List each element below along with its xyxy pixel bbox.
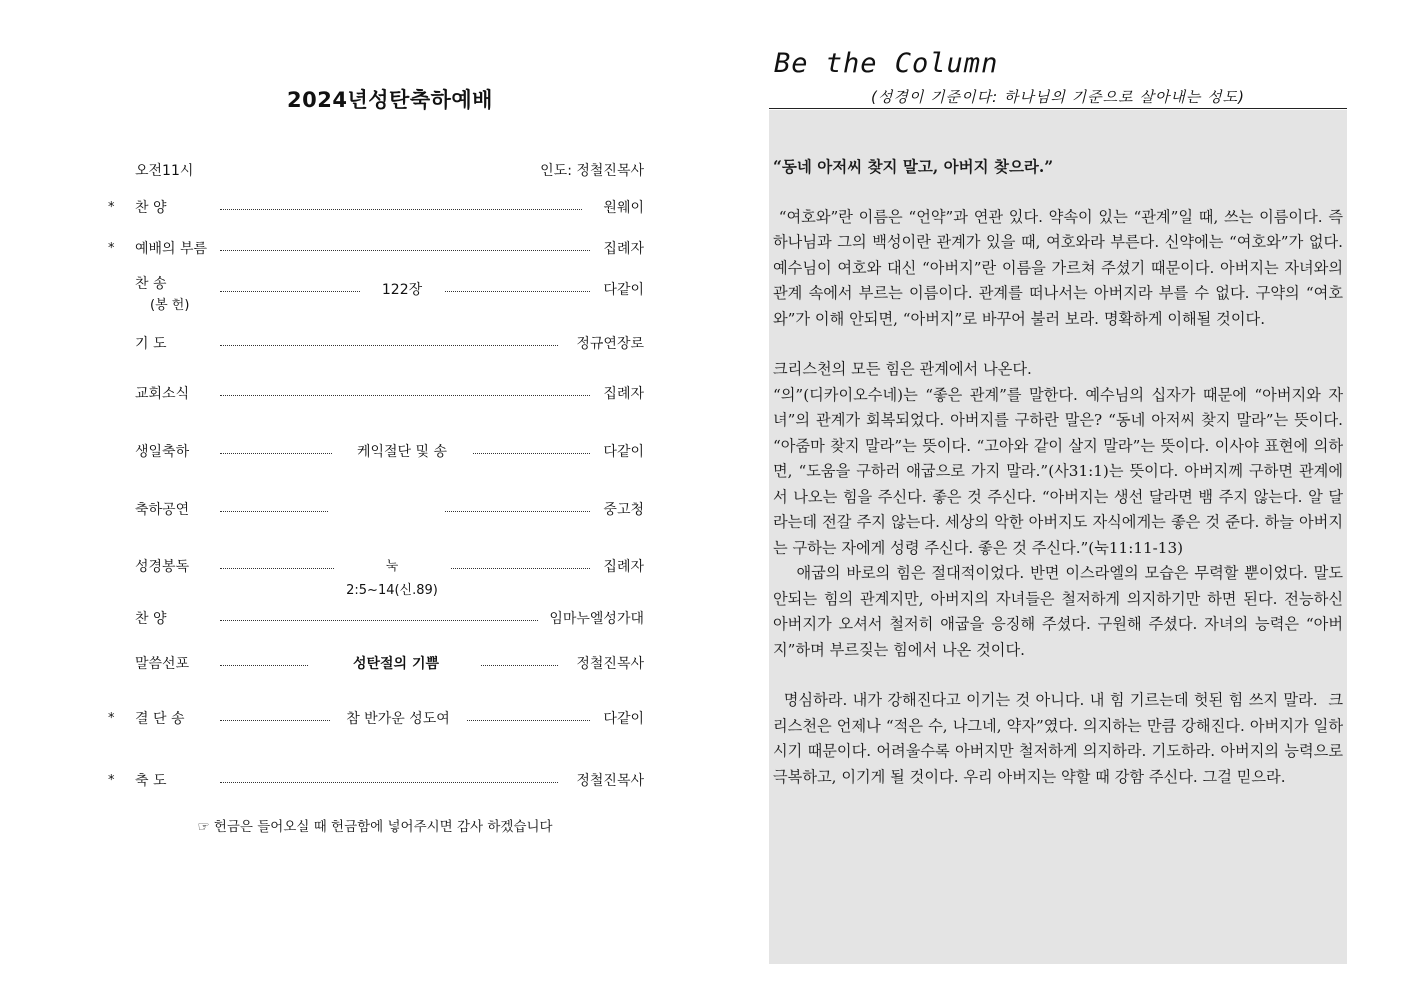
column-subtitle: (성경이 기준이다: 하나님의 기준으로 살아내는 성도) [871,88,1245,106]
order-item-detail: 눅2:5~14(신.89) [334,555,450,603]
standing-mark: * [108,200,115,215]
order-item-label: 말씀선포 [135,656,190,672]
column-title: Be the Column [774,48,999,79]
leader-dots [220,511,328,512]
leader-dots [220,395,590,396]
order-item-who: 다같이 [603,444,644,460]
standing-mark: * [108,241,115,256]
order-item [108,707,644,731]
column-paragraph-title: 크리스천의 모든 힘은 관계에서 나온다. [773,360,1032,378]
leader-dots [220,782,558,783]
order-item-detail: 122장 [360,278,444,302]
column-paragraph: 애굽의 바로의 힘은 절대적이었다. 반면 이스라엘의 모습은 무력할 뿐이었다. 말도 안되는 힘의 관계지만, 아버지의 자녀들은 철저하게 의지하기만 하면 된다. 전능하신 아버지가 오셔서 철저히 애굽을 응징해 주셨다. 구원해 주셨다. 자녀의 능력은 “아버지”하며 부르짖는 힘에서 나온 것이다. [773,564,1348,659]
standing-mark: * [108,711,115,726]
order-item-who: 원웨이 [603,200,644,216]
leader-dots [220,665,308,666]
column-paragraph: 명심하라. 내가 강해진다고 이기는 것 아니다. 내 힘 기르는데 헛된 힘 쓰지 말라. 크리스천은 언제나 “적은 수, 나그네, 약자”였다. 의지하는 만큼 강해진다. 아버지가 일하시기 때문이다. 어려울수록 아버지만 철저하게 의지하라. 기도하라. 아버지의 능력으로 극복하고, 이기게 될 것이다. 우리 아버지는 약할 때 강함 주신다. 그걸 믿으라. [773,691,1348,786]
order-item-who: 다같이 [603,282,644,298]
order-item [108,382,644,406]
order-item-who: 정철진목사 [576,773,644,789]
order-item [108,440,644,464]
leader-dots [481,665,558,666]
leader-dots [220,620,538,621]
order-item [108,555,644,598]
order-item [108,607,644,631]
order-item-who: 다같이 [603,711,644,727]
order-item-who: 정규연장로 [576,336,644,352]
order-item-detail: 케익절단 및 송 [332,440,472,464]
column-paragraph: “의”(디카이오수네)는 “좋은 관계”를 말한다. 예수님의 십자가 때문에 “아버지와 자녀”의 관계가 회복되었다. 아버지를 구하란 말은? “동네 아저씨 찾지 말라”는 뜻이다. “아줌마 찾지 말라”는 뜻이다. “고아와 같이 살지 말라”는 뜻이다. 이사야 표현에 의하면, “도움을 구하러 애굽으로 가지 말라.”(사31:1)는 뜻이다. 아버지께 구하면 관계에서 나오는 힘을 주신다. 좋은 것 주신다. “아버지는 생선 달라면 뱀 주지 않는다. 알 달라는데 전갈 주지 않는다. 세상의 악한 아버지도 자식에게는 좋은 것 준다. 하늘 아버지는 구하는 자에게 성령 주신다. 좋은 것 주신다.”(눅11:11-13) [773,385,1343,557]
order-item [108,498,644,522]
column-headline: “동네 아저씨 찾지 말고, 아버지 찾으라.” [773,157,1054,176]
order-item [108,769,644,793]
order-item [108,652,644,676]
order-item-label: 생일축하 [135,444,190,460]
order-item-who: 집례자 [603,559,644,575]
order-item-who: 임마누엘성가대 [549,611,644,627]
bulletin-title: 2024년성탄축하예배 [287,88,493,112]
order-item-who: 집례자 [603,386,644,402]
order-item-label: 찬 양 [135,611,167,627]
order-item-label: 찬 송 [135,276,167,292]
service-time: 오전11시 [135,163,194,179]
order-item-who: 집례자 [603,241,644,257]
order-item [108,276,644,313]
order-item-label: 교회소식 [135,386,190,402]
order-item-label: 예배의 부름 [135,241,208,257]
leader-dots [220,345,558,346]
order-item [108,196,644,220]
order-item [108,332,644,356]
column-paragraph: “여호와”란 이름은 “언약”과 연관 있다. 약속이 있는 “관계”일 때, 쓰는 이름이다. 즉 하나님과 그의 백성이란 관계가 있을 때, 여호와라 부른다. 신약에는 “여호와”가 없다. 예수님이 여호와 대신 “아버지”란 이름을 가르쳐 주셨기 때문이다. 아버지는 자녀와의 관계 속에서 부르는 이름이다. 관계를 떠나서는 아버지라 부를 수 없다. 구약의 “여호와”가 이해 안되면, “아버지”로 바꾸어 불러 보라. 명확하게 이해될 것이다. [773,207,1348,328]
leader-dots [445,511,590,512]
order-item-who: 정철진목사 [576,656,644,672]
order-item-label: 결 단 송 [135,711,185,727]
order-item [108,237,644,261]
sermon-title: 성탄절의 기쁨 [330,652,462,676]
leader-dots [220,209,582,210]
leader-dots [220,250,590,251]
order-item-label: 찬 양 [135,200,167,216]
order-item-label: 축 도 [135,773,167,789]
column-box [769,110,1347,964]
order-item-label: 기 도 [135,336,167,352]
offering-note: ☞ 헌금은 들어오실 때 헌금함에 넣어주시면 감사 하겠습니다 [197,819,553,835]
standing-mark: * [108,773,115,788]
order-item-who: 중고청 [603,502,644,518]
column-divider [769,108,1347,109]
column-body [773,154,1348,790]
order-item-label: 성경봉독 [135,559,190,575]
service-leader: 인도: 정철진목사 [540,163,644,179]
order-item-sublabel: (봉 헌) [150,298,190,313]
order-item-detail: 참 반가운 성도여 [330,707,466,731]
order-item-label: 축하공연 [135,502,190,518]
